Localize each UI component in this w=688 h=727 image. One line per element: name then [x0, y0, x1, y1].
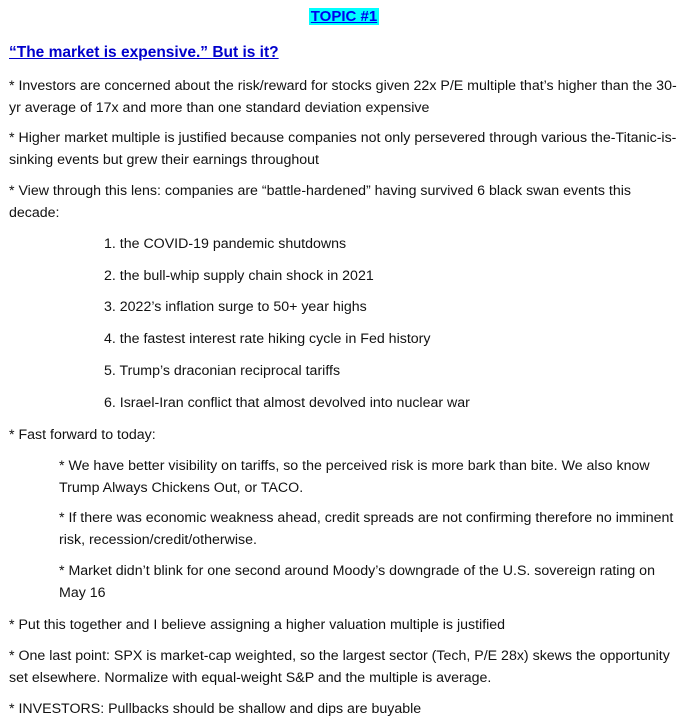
list-item-event-2: 2. the bull-whip supply chain shock in 2021	[104, 268, 374, 284]
paragraph-conclusion: * Put this together and I believe assigning a higher valuation multiple is justified	[9, 617, 506, 633]
paragraph-fast-forward: * Fast forward to today:	[9, 427, 156, 443]
headline: “The market is expensive.” But is it?	[9, 44, 279, 61]
paragraph-investors: * INVESTORS: Pullbacks should be shallow and dips are buyable	[9, 701, 422, 717]
list-item-event-1: 1. the COVID-19 pandemic shutdowns	[104, 236, 347, 252]
list-item-event-6: 6. Israel-Iran conflict that almost devolved into nuclear war	[104, 395, 470, 411]
paragraph-valuation-concern: * Investors are concerned about the risk/reward for stocks given 22x P/E multiple that’s higher than the 30-yr average of 17x and more than one standard deviation expensive	[9, 78, 677, 116]
sub-point-credit-spreads: * If there was economic weakness ahead, credit spreads are not confirming therefore no imminent risk, recession/credit/otherwise.	[59, 510, 674, 548]
list-item-event-4: 4. the fastest interest rate hiking cycle in Fed history	[104, 331, 431, 347]
list-item-event-3: 3. 2022’s inflation surge to 50+ year highs	[104, 299, 367, 315]
sub-point-moodys-downgrade: * Market didn’t blink for one second around Moody’s downgrade of the U.S. sovereign rating on May 16	[59, 563, 655, 601]
topic-label: TOPIC #1	[310, 8, 378, 25]
list-item-event-5: 5. Trump’s draconian reciprocal tariffs	[104, 363, 341, 379]
topic-heading	[0, 6, 688, 28]
paragraph-equal-weight: * One last point: SPX is market-cap weighted, so the largest sector (Tech, P/E 28x) skews the opportunity set elsewhere. Normalize with equal-weight S&P and the multiple is average.	[9, 648, 670, 686]
paragraph-multiple-justified: * Higher market multiple is justified because companies not only persevered through various the-Titanic-is-sinking events but grew their earnings throughout	[9, 130, 677, 168]
sub-point-tariffs: * We have better visibility on tariffs, so the perceived risk is more bark than bite. We also know Trump Always Chickens Out, or TACO.	[59, 458, 650, 496]
paragraph-battle-hardened: * View through this lens: companies are “battle-hardened” having survived 6 black swan events this decade:	[9, 183, 631, 221]
